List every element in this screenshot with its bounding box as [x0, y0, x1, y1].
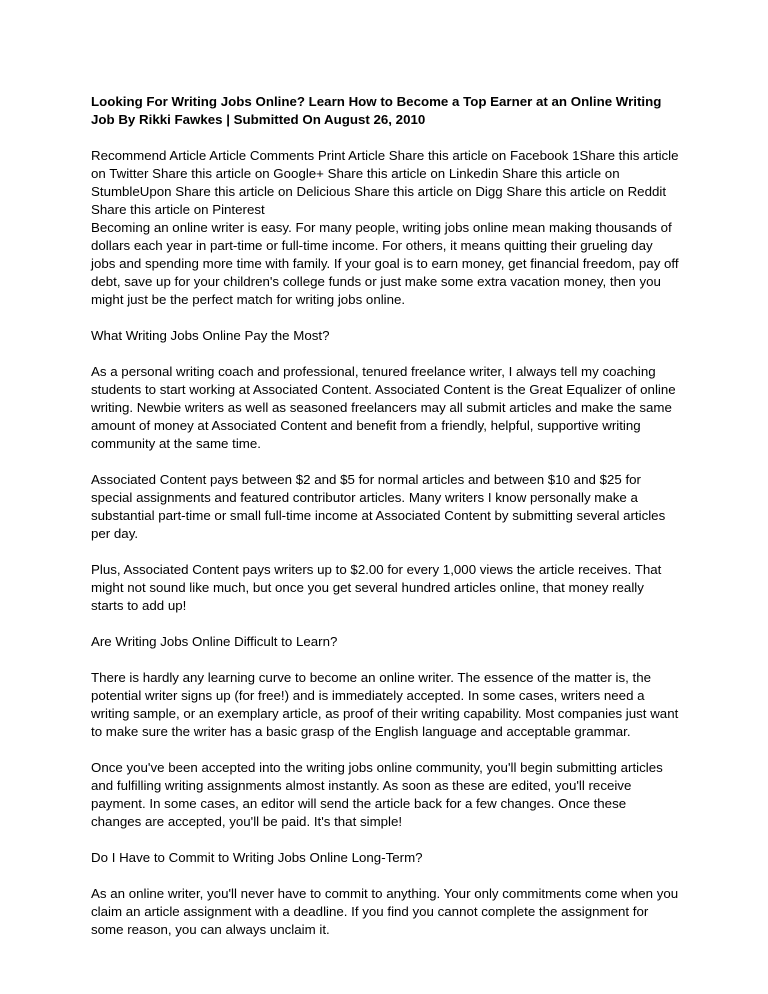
body-paragraph: Associated Content pays between $2 and $5 for normal articles and between $10 and $25 for special assignments and featured contributor articles. Many writers I know personally make a substantial part-time or small full-time income at Associated Content by submitting several articles per day.	[91, 472, 666, 541]
section-heading-learn: Are Writing Jobs Online Difficult to Learn?	[91, 634, 338, 649]
share-links-line: Recommend Article Article Comments Print Article Share this article on Facebook 1Share this article on Twitter Share this article on Google+ Share this article on Linkedin Share this article on StumbleUpon Share this article on Delicious Share this article on Digg Share this article on Reddit Share this article on Pinterest	[91, 148, 679, 217]
body-paragraph: As a personal writing coach and professional, tenured freelance writer, I always tell my coaching students to start working at Associated Content. Associated Content is the Great Equalizer of online writing. Newbie writers as well as seasoned freelancers may all submit articles and make the same amount of money at Associated Content and benefit from a friendly, helpful, supportive writing community at the same time.	[91, 364, 676, 451]
section-heading-commit: Do I Have to Commit to Writing Jobs Online Long-Term?	[91, 850, 423, 865]
section-heading-pay: What Writing Jobs Online Pay the Most?	[91, 328, 330, 343]
body-paragraph: Once you've been accepted into the writing jobs online community, you'll begin submitting articles and fulfilling writing assignments almost instantly. As soon as these are edited, you'll receive payment. In some cases, an editor will send the article back for a few changes. Once these changes are accepted, you'll be paid. It's that simple!	[91, 760, 663, 829]
body-paragraph: There is hardly any learning curve to become an online writer. The essence of the matter is, the potential writer signs up (for free!) and is immediately accepted. In some cases, writers need a writing sample, or an exemplary article, as proof of their writing capability. Most companies just want to make sure the writer has a basic grasp of the English language and acceptable grammar.	[91, 670, 679, 739]
body-paragraph-intro: Becoming an online writer is easy. For many people, writing jobs online mean making thousands of dollars each year in part-time or full-time income. For others, it means quitting their grueling day jobs and spending more time with family. If your goal is to earn money, get financial freedom, pay off debt, save up for your children's college funds or just make some extra vacation money, then you might just be the perfect match for writing jobs online.	[91, 220, 679, 307]
body-paragraph: As an online writer, you'll never have to commit to anything. Your only commitments come when you claim an article assignment with a deadline. If you find you cannot complete the assignment for some reason, you can always unclaim it.	[91, 886, 679, 937]
body-paragraph: Plus, Associated Content pays writers up to $2.00 for every 1,000 views the article receives. That might not sound like much, but once you get several hundred articles online, that money really starts to add up!	[91, 562, 662, 613]
article-title: Looking For Writing Jobs Online? Learn How to Become a Top Earner at an Online Writing Job By Rikki Fawkes | Submitted On August 26, 2010	[91, 94, 662, 127]
